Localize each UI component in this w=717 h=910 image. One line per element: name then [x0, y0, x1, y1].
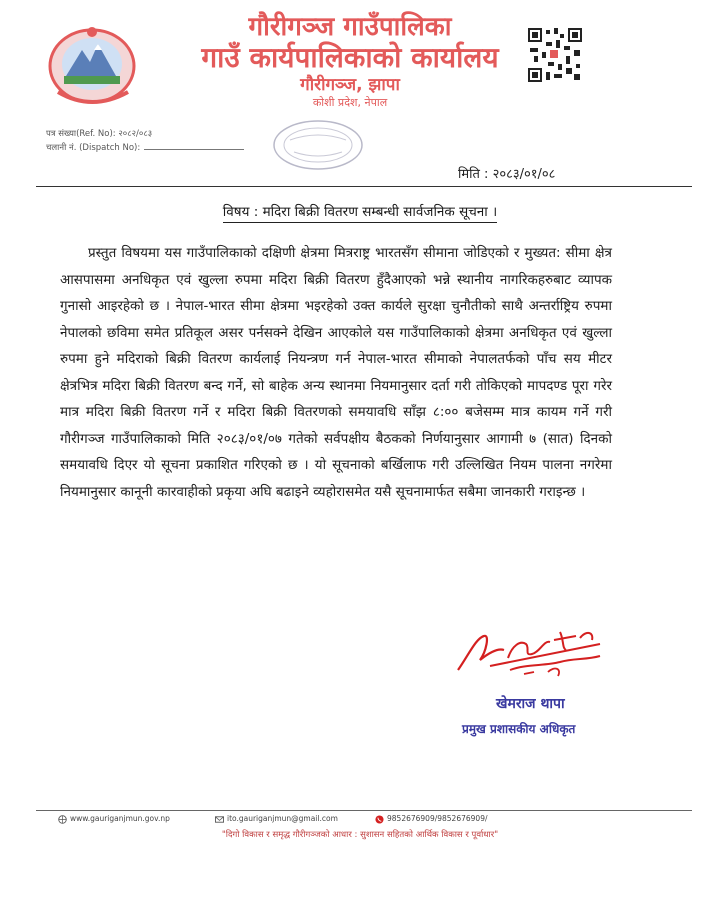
header-divider: [36, 186, 692, 187]
dispatch-number: [46, 142, 244, 153]
envelope-icon: [215, 815, 224, 824]
reference-number: [46, 128, 152, 139]
footer-phone-text: 9852676909/9852676909/: [387, 814, 488, 823]
phone-icon: [375, 815, 384, 824]
letterhead: [150, 12, 550, 110]
footer-email: [215, 814, 338, 824]
dispatch-number-label: चलानी नं. (Dispatch No):: [46, 143, 141, 153]
office-location: गौरीगञ्ज, झापा: [300, 75, 400, 95]
reference-number-value: २०८२/०८३: [118, 129, 153, 139]
notice-subject-text: विषय : मदिरा बिक्री वितरण सम्बन्धी सार्वजनिक सूचना ।: [223, 204, 497, 223]
notice-body: प्रस्तुत विषयमा यस गाउँपालिकाको दक्षिणी क्षेत्रमा मित्रराष्ट्र भारतसँग सीमाना जोडिएको र मुख्यत: सीमा क्षेत्र आसपासमा अनधिकृत एवं खुल्ला रुपमा मदिरा बिक्री वितरण हुँदैआएको भन्ने स्थानीय नागरिकहरुबाट व्यापक गुनासो आइरहेको छ । नेपाल-भारत सीमा क्षेत्रमा भइरहेको उक्त कार्यले सुरक्षा चुनौतीको साथै अन्तर्राष्ट्रिय रुपमा नेपालको छविमा समेत प्रतिकूल असर पर्नसक्ने देखिन आएकोले यस गाउँपालिकाको क्षेत्रमा अनधिकृत एवं खुल्ला रुपमा हुने मदिराको बिक्री वितरण कार्यलाई नियन्त्रण गर्न नेपाल-भारत सीमाको नेपालतर्फको पाँच सय मीटर क्षेत्रभित्र मदिरा बिक्री वितरण बन्द गर्ने, सो बाहेक अन्य स्थानमा नियमानुसार दर्ता गरी तोकिएको मापदण्ड पूरा गरेर मात्र मदिरा बिक्री वितरण गर्ने र मदिरा बिक्री वितरणको समयावधि साँझ ८:०० बजेसम्म मात्र कायम गर्ने गरी गौरीगञ्ज गाउँपालिकाको मिति २०८३/०१/०७ गतेको सर्वपक्षीय बैठकको निर्णयानुसार आगामी ७ (सात) दिनको समयावधि दिएर यो सूचना प्रकाशित गरिएको छ । यो सूचनाको बर्खिलाफ गरी उल्लिखित नियम पालना नगरेमा नियमानुसार कानूनी कारवाहीको प्रकृया अघि बढाइने व्यहोरासमेत यसै सूचनामार्फत सबैमा जानकारी गराइन्छ ।: [60, 245, 612, 500]
footer-divider: [36, 810, 692, 811]
qr-code: [526, 26, 584, 84]
globe-icon: [58, 815, 67, 824]
handwritten-signature: [450, 626, 630, 684]
signatory-name: खेमराज थापा: [496, 696, 565, 712]
dispatch-number-blank: [144, 149, 244, 150]
signatory-title: प्रमुख प्रशासकीय अधिकृत: [462, 722, 576, 736]
notice-date: मिति : २०८३/०१/०८: [458, 167, 556, 182]
office-name: गाउँ कार्यपालिकाको कार्यालय: [201, 41, 499, 74]
province-name: कोशी प्रदेश, नेपाल: [312, 96, 388, 109]
footer-phone: [375, 814, 488, 824]
municipality-name: गौरीगञ्ज गाउँपालिका: [248, 12, 452, 42]
footer-email-text: ito.gauriganjmun@gmail.com: [227, 814, 338, 823]
notice-subject: [100, 202, 620, 220]
official-stamp: [270, 118, 366, 172]
footer-website: [58, 814, 170, 824]
reference-number-label: पत्र संख्या(Ref. No):: [46, 129, 116, 139]
footer-motto: "दिगो विकास र समृद्ध गौरीगञ्जको आधार : सुशासन सहितको आर्थिक विकास र पूर्वाधार": [221, 830, 499, 840]
footer-website-text: www.gauriganjmun.gov.np: [70, 814, 170, 823]
nepal-emblem-logo: [36, 14, 156, 114]
